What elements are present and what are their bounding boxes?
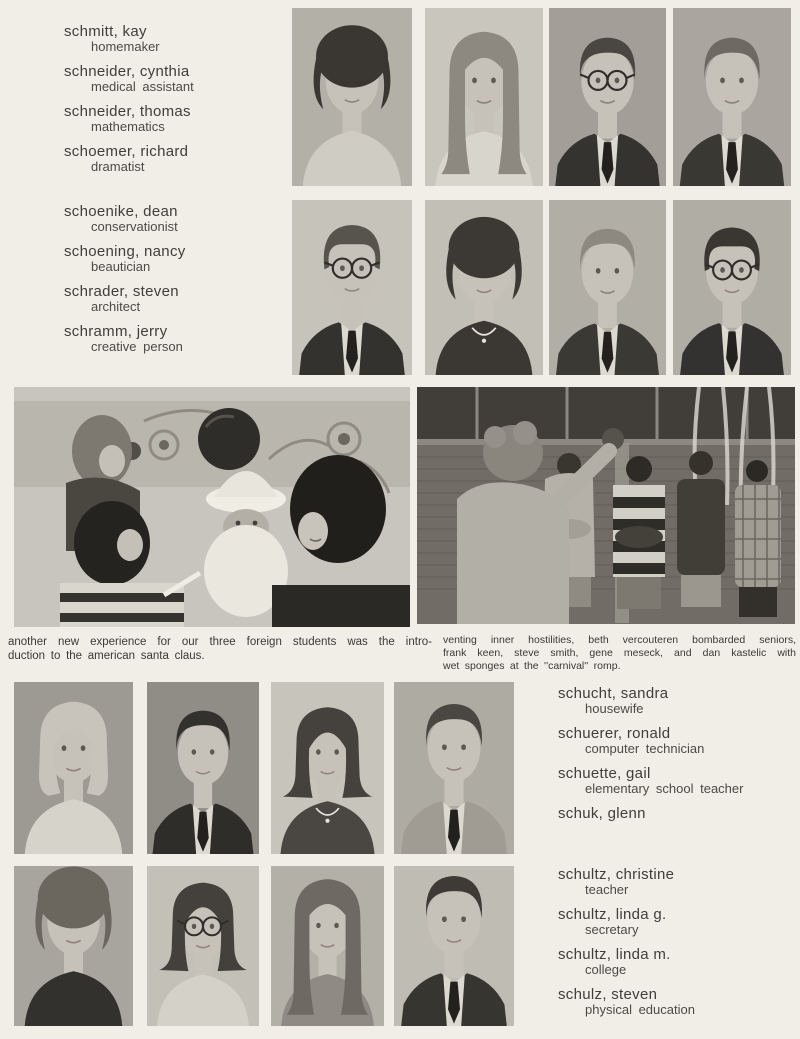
caption-line: frank keen, steve smith, gene meseck, and dan kastelic with bbox=[443, 647, 796, 659]
portrait-photo bbox=[549, 200, 666, 375]
portrait-photo bbox=[292, 8, 412, 186]
caption-carnival bbox=[443, 634, 796, 673]
directory-entry bbox=[64, 64, 194, 94]
directory-entry bbox=[64, 324, 186, 354]
portrait-photo bbox=[549, 8, 666, 186]
directory-entry bbox=[64, 104, 194, 134]
directory-entry bbox=[558, 987, 695, 1017]
directory-entry bbox=[64, 284, 186, 314]
caption-line: another new experience for our three foreign students was the intro- bbox=[8, 636, 432, 648]
portrait-photo bbox=[425, 200, 543, 375]
portrait-photo bbox=[394, 866, 514, 1026]
student-occupation: elementary school teacher bbox=[585, 781, 744, 796]
student-name: schucht, sandra bbox=[558, 685, 669, 702]
caption-line: venting inner hostilities, beth vercouteren bombarded seniors, bbox=[443, 634, 796, 646]
student-occupation: teacher bbox=[585, 882, 629, 897]
student-name: schulz, steven bbox=[558, 986, 658, 1003]
student-name: schuette, gail bbox=[558, 765, 651, 782]
directory-entry bbox=[558, 766, 743, 796]
portrait-photo bbox=[292, 200, 412, 375]
caption-line: wet sponges at the ''carnival'' romp. bbox=[443, 660, 621, 672]
student-occupation: medical assistant bbox=[91, 79, 194, 94]
student-name: schuk, glenn bbox=[558, 805, 646, 822]
student-occupation: architect bbox=[91, 299, 141, 314]
student-occupation: computer technician bbox=[585, 741, 705, 756]
directory-entry bbox=[558, 686, 743, 716]
caption-santa bbox=[8, 636, 432, 663]
portrait-photo bbox=[14, 866, 133, 1026]
student-name: schrader, steven bbox=[64, 283, 179, 300]
caption-line: duction to the american santa claus. bbox=[8, 649, 205, 662]
student-name: schneider, cynthia bbox=[64, 63, 190, 80]
directory-right-group-2 bbox=[558, 867, 695, 1027]
student-name: schoemer, richard bbox=[64, 143, 189, 160]
student-occupation: physical education bbox=[585, 1002, 695, 1017]
portrait-photo bbox=[673, 200, 791, 375]
directory-entry bbox=[558, 947, 695, 977]
student-occupation: creative person bbox=[91, 339, 183, 354]
student-occupation: mathematics bbox=[91, 119, 165, 134]
student-occupation: college bbox=[585, 962, 627, 977]
student-occupation: conservationist bbox=[91, 219, 178, 234]
portrait-photo bbox=[673, 8, 791, 186]
directory-entry bbox=[64, 24, 194, 54]
student-name: schoenike, dean bbox=[64, 203, 178, 220]
student-name: schramm, jerry bbox=[64, 323, 168, 340]
candid-carnival-art bbox=[417, 387, 795, 624]
directory-left-group-1 bbox=[64, 24, 194, 184]
student-name: schultz, christine bbox=[558, 866, 675, 883]
directory-entry bbox=[558, 806, 743, 822]
portrait-photo bbox=[14, 682, 133, 854]
directory-entry bbox=[558, 907, 695, 937]
student-name: schoening, nancy bbox=[64, 243, 186, 260]
portrait-photo bbox=[394, 682, 514, 854]
student-occupation: housewife bbox=[585, 701, 644, 716]
candid-photo-carnival bbox=[417, 387, 795, 624]
student-name: schmitt, kay bbox=[64, 23, 147, 40]
directory-entry bbox=[64, 144, 194, 174]
directory-entry bbox=[558, 726, 743, 756]
student-name: schneider, thomas bbox=[64, 103, 191, 120]
student-occupation: homemaker bbox=[91, 39, 160, 54]
portrait-photo bbox=[147, 866, 259, 1026]
student-name: schultz, linda g. bbox=[558, 906, 667, 923]
candid-santa-art bbox=[14, 387, 410, 627]
student-occupation: dramatist bbox=[91, 159, 145, 174]
directory-right-group-1 bbox=[558, 686, 743, 832]
student-name: schultz, linda m. bbox=[558, 946, 671, 963]
directory-entry bbox=[64, 244, 186, 274]
portrait-photo bbox=[271, 866, 384, 1026]
student-name: schuerer, ronald bbox=[558, 725, 671, 742]
student-occupation: secretary bbox=[585, 922, 639, 937]
portrait-photo bbox=[147, 682, 259, 854]
portrait-photo bbox=[271, 682, 384, 854]
student-occupation: beautician bbox=[91, 259, 151, 274]
candid-photo-santa bbox=[14, 387, 410, 627]
directory-entry bbox=[64, 204, 186, 234]
directory-entry bbox=[558, 867, 695, 897]
portrait-photo bbox=[425, 8, 543, 186]
directory-left-group-2 bbox=[64, 204, 186, 364]
